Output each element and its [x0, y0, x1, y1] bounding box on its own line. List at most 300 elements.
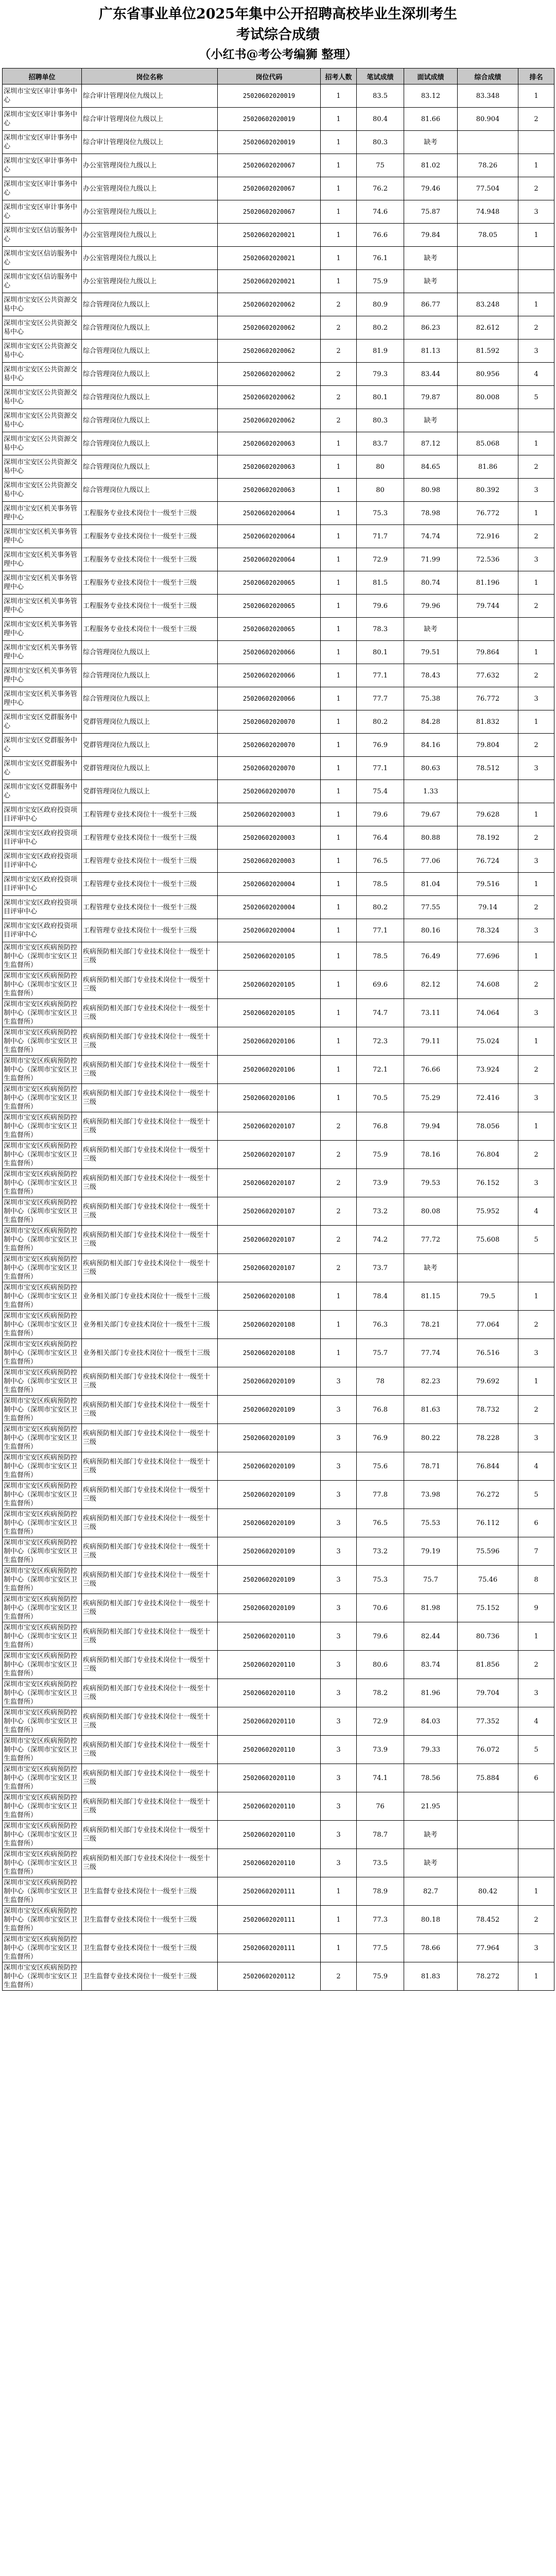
unit-cell: 深圳市宝安区疾病预防控制中心（深圳市宝安区卫生监督所）: [3, 1169, 82, 1197]
rank-cell: 7: [518, 1537, 554, 1566]
written-score-cell: 75: [357, 154, 404, 177]
total-score-cell: 83.248: [458, 293, 518, 316]
code-cell: 25020602020107: [218, 1226, 321, 1254]
position-cell: 业务相关部门专业技术岗位十一级至十三级: [82, 1311, 218, 1339]
interview-score-cell: 81.13: [404, 340, 458, 363]
table-row: [3, 1396, 554, 1424]
quota-cell: 3: [321, 1679, 357, 1707]
unit-cell: 深圳市宝安区疾病预防控制中心（深圳市宝安区卫生监督所）: [3, 1226, 82, 1254]
table-row: [3, 1594, 554, 1622]
page-title-line2: 考试综合成绩: [236, 27, 320, 43]
unit-cell: 深圳市宝安区疾病预防控制中心（深圳市宝安区卫生监督所）: [3, 1084, 82, 1112]
total-score-cell: 79.5: [458, 1282, 518, 1311]
total-score-cell: 76.152: [458, 1169, 518, 1197]
quota-cell: 1: [321, 641, 357, 664]
code-cell: 25020602020110: [218, 1849, 321, 1877]
code-cell: 25020602020067: [218, 200, 321, 224]
total-score-cell: 77.696: [458, 942, 518, 971]
position-cell: 工程管理专业技术岗位十一级至十三级: [82, 873, 218, 896]
rank-cell: 2: [518, 1311, 554, 1339]
interview-score-cell: 80.74: [404, 571, 458, 595]
quota-cell: 2: [321, 409, 357, 432]
rank-cell: 3: [518, 999, 554, 1027]
quota-cell: 2: [321, 293, 357, 316]
written-score-cell: 75.4: [357, 780, 404, 803]
position-cell: 工程服务专业技术岗位十一级至十三级: [82, 571, 218, 595]
total-score-cell: [458, 1821, 518, 1849]
written-score-cell: 80.1: [357, 641, 404, 664]
code-cell: 25020602020003: [218, 850, 321, 873]
rank-cell: 1: [518, 873, 554, 896]
position-cell: 卫生监督专业技术岗位十一级至十三级: [82, 1877, 218, 1906]
code-cell: 25020602020019: [218, 131, 321, 154]
table-row: [3, 1622, 554, 1651]
rank-cell: 2: [518, 1396, 554, 1424]
interview-score-cell: 75.87: [404, 200, 458, 224]
quota-cell: 2: [321, 1141, 357, 1169]
unit-cell: 深圳市宝安区党群服务中心: [3, 734, 82, 757]
code-cell: 25020602020110: [218, 1651, 321, 1679]
rank-cell: 1: [518, 432, 554, 455]
table-row: [3, 1169, 554, 1197]
interview-score-cell: 78.56: [404, 1764, 458, 1792]
interview-score-cell: 缺考: [404, 247, 458, 270]
written-score-cell: 76.8: [357, 1112, 404, 1141]
total-score-cell: 79.864: [458, 641, 518, 664]
quota-cell: 1: [321, 780, 357, 803]
written-score-cell: 77.3: [357, 1906, 404, 1934]
header-quota: 招考人数: [321, 69, 357, 84]
position-cell: 工程服务专业技术岗位十一级至十三级: [82, 502, 218, 525]
written-score-cell: 75.3: [357, 502, 404, 525]
interview-score-cell: 78.16: [404, 1141, 458, 1169]
code-cell: 25020602020070: [218, 757, 321, 780]
rank-cell: 2: [518, 455, 554, 479]
header-unit: 招聘单位: [3, 69, 82, 84]
unit-cell: 深圳市宝安区信访服务中心: [3, 224, 82, 247]
rank-cell: [518, 409, 554, 432]
table-row: [3, 1962, 554, 1991]
table-row: [3, 1792, 554, 1821]
total-score-cell: 75.608: [458, 1226, 518, 1254]
position-cell: 综合管理岗位九级以上: [82, 409, 218, 432]
table-row: [3, 548, 554, 571]
interview-score-cell: 缺考: [404, 1821, 458, 1849]
total-score-cell: 79.744: [458, 595, 518, 618]
interview-score-cell: 83.12: [404, 84, 458, 108]
unit-cell: 深圳市宝安区疾病预防控制中心（深圳市宝安区卫生监督所）: [3, 1509, 82, 1537]
total-score-cell: 78.056: [458, 1112, 518, 1141]
unit-cell: 深圳市宝安区疾病预防控制中心（深圳市宝安区卫生监督所）: [3, 1651, 82, 1679]
code-cell: 25020602020004: [218, 919, 321, 942]
table-row: [3, 84, 554, 108]
total-score-cell: [458, 1254, 518, 1282]
written-score-cell: 80: [357, 479, 404, 502]
quota-cell: 1: [321, 224, 357, 247]
quota-cell: 1: [321, 850, 357, 873]
code-cell: 25020602020066: [218, 641, 321, 664]
written-score-cell: 78.9: [357, 1877, 404, 1906]
written-score-cell: 80.9: [357, 293, 404, 316]
total-score-cell: 77.064: [458, 1311, 518, 1339]
table-row: [3, 850, 554, 873]
written-score-cell: 76.9: [357, 734, 404, 757]
written-score-cell: 73.2: [357, 1537, 404, 1566]
written-score-cell: 71.7: [357, 525, 404, 548]
table-row: [3, 1707, 554, 1736]
unit-cell: 深圳市宝安区审计事务中心: [3, 177, 82, 200]
written-score-cell: 83.7: [357, 432, 404, 455]
code-cell: 25020602020070: [218, 734, 321, 757]
table-row: [3, 502, 554, 525]
unit-cell: 深圳市宝安区疾病预防控制中心（深圳市宝安区卫生监督所）: [3, 971, 82, 999]
quota-cell: 1: [321, 1282, 357, 1311]
table-row: [3, 1027, 554, 1056]
interview-score-cell: 77.55: [404, 896, 458, 919]
unit-cell: 深圳市宝安区政府投资项目评审中心: [3, 803, 82, 826]
quota-cell: 3: [321, 1792, 357, 1821]
unit-cell: 深圳市宝安区公共资源交易中心: [3, 409, 82, 432]
interview-score-cell: 86.77: [404, 293, 458, 316]
table-row: [3, 1452, 554, 1481]
position-cell: 工程管理专业技术岗位十一级至十三级: [82, 919, 218, 942]
written-score-cell: 76.5: [357, 1509, 404, 1537]
code-cell: 25020602020004: [218, 896, 321, 919]
total-score-cell: 75.596: [458, 1537, 518, 1566]
rank-cell: 2: [518, 734, 554, 757]
unit-cell: 深圳市宝安区疾病预防控制中心（深圳市宝安区卫生监督所）: [3, 942, 82, 971]
unit-cell: 深圳市宝安区疾病预防控制中心（深圳市宝安区卫生监督所）: [3, 1821, 82, 1849]
total-score-cell: 79.14: [458, 896, 518, 919]
rank-cell: 2: [518, 525, 554, 548]
written-score-cell: 78.7: [357, 1821, 404, 1849]
written-score-cell: 70.5: [357, 1084, 404, 1112]
code-cell: 25020602020105: [218, 999, 321, 1027]
written-score-cell: 79.6: [357, 595, 404, 618]
unit-cell: 深圳市宝安区疾病预防控制中心（深圳市宝安区卫生监督所）: [3, 1906, 82, 1934]
position-cell: 综合管理岗位九级以上: [82, 363, 218, 386]
written-score-cell: 79.6: [357, 803, 404, 826]
interview-score-cell: 75.7: [404, 1566, 458, 1594]
written-score-cell: 76.5: [357, 850, 404, 873]
total-score-cell: [458, 247, 518, 270]
table-row: [3, 455, 554, 479]
total-score-cell: 73.924: [458, 1056, 518, 1084]
rank-cell: 5: [518, 386, 554, 409]
rank-cell: 1: [518, 293, 554, 316]
interview-score-cell: 82.23: [404, 1367, 458, 1396]
unit-cell: 深圳市宝安区疾病预防控制中心（深圳市宝安区卫生监督所）: [3, 1367, 82, 1396]
table-row: [3, 1141, 554, 1169]
rank-cell: [518, 1821, 554, 1849]
code-cell: 25020602020109: [218, 1481, 321, 1509]
rank-cell: 2: [518, 1056, 554, 1084]
quota-cell: 1: [321, 1339, 357, 1367]
interview-score-cell: 80.08: [404, 1197, 458, 1226]
code-cell: 25020602020110: [218, 1736, 321, 1764]
quota-cell: 2: [321, 386, 357, 409]
unit-cell: 深圳市宝安区政府投资项目评审中心: [3, 896, 82, 919]
rank-cell: 5: [518, 1481, 554, 1509]
quota-cell: 1: [321, 131, 357, 154]
position-cell: 疾病预防相关部门专业技术岗位十一级至十三级: [82, 1594, 218, 1622]
table-row: [3, 664, 554, 687]
interview-score-cell: 74.74: [404, 525, 458, 548]
position-cell: 疾病预防相关部门专业技术岗位十一级至十三级: [82, 1197, 218, 1226]
quota-cell: 3: [321, 1396, 357, 1424]
quota-cell: 3: [321, 1367, 357, 1396]
total-score-cell: [458, 131, 518, 154]
code-cell: 25020602020110: [218, 1679, 321, 1707]
code-cell: 25020602020065: [218, 618, 321, 641]
total-score-cell: 77.632: [458, 664, 518, 687]
rank-cell: 3: [518, 850, 554, 873]
total-score-cell: 75.152: [458, 1594, 518, 1622]
rank-cell: 3: [518, 1169, 554, 1197]
unit-cell: 深圳市宝安区审计事务中心: [3, 108, 82, 131]
written-score-cell: 79.3: [357, 363, 404, 386]
page-subtitle: （小红书@考公考编狮 整理）: [199, 47, 357, 61]
position-cell: 疾病预防相关部门专业技术岗位十一级至十三级: [82, 1169, 218, 1197]
rank-cell: 3: [518, 1084, 554, 1112]
quota-cell: 1: [321, 502, 357, 525]
position-cell: 疾病预防相关部门专业技术岗位十一级至十三级: [82, 942, 218, 971]
rank-cell: 2: [518, 316, 554, 340]
written-score-cell: 76.3: [357, 1311, 404, 1339]
position-cell: 工程服务专业技术岗位十一级至十三级: [82, 548, 218, 571]
table-row: [3, 108, 554, 131]
unit-cell: 深圳市宝安区疾病预防控制中心（深圳市宝安区卫生监督所）: [3, 1481, 82, 1509]
interview-score-cell: 80.22: [404, 1424, 458, 1452]
table-row: [3, 942, 554, 971]
position-cell: 疾病预防相关部门专业技术岗位十一级至十三级: [82, 1396, 218, 1424]
interview-score-cell: 81.02: [404, 154, 458, 177]
position-cell: 综合审计管理岗位九级以上: [82, 108, 218, 131]
table-row: [3, 873, 554, 896]
written-score-cell: 78.4: [357, 1282, 404, 1311]
code-cell: 25020602020067: [218, 154, 321, 177]
written-score-cell: 78: [357, 1367, 404, 1396]
quota-cell: 1: [321, 1027, 357, 1056]
table-row: [3, 1764, 554, 1792]
rank-cell: 3: [518, 687, 554, 710]
position-cell: 党群管理岗位九级以上: [82, 734, 218, 757]
total-score-cell: 75.884: [458, 1764, 518, 1792]
interview-score-cell: 73.11: [404, 999, 458, 1027]
total-score-cell: 80.956: [458, 363, 518, 386]
table-row: [3, 131, 554, 154]
quota-cell: 3: [321, 1424, 357, 1452]
rank-cell: 3: [518, 200, 554, 224]
position-cell: 疾病预防相关部门专业技术岗位十一级至十三级: [82, 1622, 218, 1651]
position-cell: 党群管理岗位九级以上: [82, 780, 218, 803]
written-score-cell: 74.6: [357, 200, 404, 224]
written-score-cell: 75.6: [357, 1452, 404, 1481]
table-row: [3, 1367, 554, 1396]
position-cell: 业务相关部门专业技术岗位十一级至十三级: [82, 1339, 218, 1367]
written-score-cell: 77.1: [357, 757, 404, 780]
quota-cell: 1: [321, 710, 357, 734]
table-row: [3, 999, 554, 1027]
quota-cell: 3: [321, 1622, 357, 1651]
quota-cell: 1: [321, 270, 357, 293]
quota-cell: 3: [321, 1707, 357, 1736]
rank-cell: 4: [518, 363, 554, 386]
unit-cell: 深圳市宝安区疾病预防控制中心（深圳市宝安区卫生监督所）: [3, 1339, 82, 1367]
quota-cell: 1: [321, 734, 357, 757]
interview-score-cell: 79.33: [404, 1736, 458, 1764]
quota-cell: 1: [321, 618, 357, 641]
interview-score-cell: 81.83: [404, 1962, 458, 1991]
unit-cell: 深圳市宝安区疾病预防控制中心（深圳市宝安区卫生监督所）: [3, 1594, 82, 1622]
total-score-cell: 76.804: [458, 1141, 518, 1169]
total-score-cell: [458, 1792, 518, 1821]
unit-cell: 深圳市宝安区疾病预防控制中心（深圳市宝安区卫生监督所）: [3, 1141, 82, 1169]
written-score-cell: 73.5: [357, 1849, 404, 1877]
unit-cell: 深圳市宝安区政府投资项目评审中心: [3, 850, 82, 873]
code-cell: 25020602020067: [218, 177, 321, 200]
unit-cell: 深圳市宝安区公共资源交易中心: [3, 316, 82, 340]
total-score-cell: 81.832: [458, 710, 518, 734]
unit-cell: 深圳市宝安区信访服务中心: [3, 247, 82, 270]
code-cell: 25020602020019: [218, 84, 321, 108]
written-score-cell: 78.5: [357, 873, 404, 896]
code-cell: 25020602020111: [218, 1934, 321, 1962]
written-score-cell: 74.7: [357, 999, 404, 1027]
position-cell: 工程管理专业技术岗位十一级至十三级: [82, 896, 218, 919]
rank-cell: 4: [518, 1197, 554, 1226]
table-row: [3, 1849, 554, 1877]
total-score-cell: 80.008: [458, 386, 518, 409]
table-row: [3, 1339, 554, 1367]
rank-cell: [518, 1254, 554, 1282]
rank-cell: 4: [518, 1707, 554, 1736]
quota-cell: 3: [321, 1651, 357, 1679]
interview-score-cell: 84.28: [404, 710, 458, 734]
table-header-row: [3, 69, 554, 84]
table-row: [3, 1481, 554, 1509]
table-row: [3, 757, 554, 780]
unit-cell: 深圳市宝安区党群服务中心: [3, 757, 82, 780]
written-score-cell: 70.6: [357, 1594, 404, 1622]
written-score-cell: 76.9: [357, 1424, 404, 1452]
position-cell: 综合管理岗位九级以上: [82, 455, 218, 479]
position-cell: 办公室管理岗位九级以上: [82, 154, 218, 177]
rank-cell: [518, 131, 554, 154]
unit-cell: 深圳市宝安区疾病预防控制中心（深圳市宝安区卫生监督所）: [3, 1027, 82, 1056]
table-row: [3, 1226, 554, 1254]
written-score-cell: 76.8: [357, 1396, 404, 1424]
written-score-cell: 79.6: [357, 1622, 404, 1651]
code-cell: 25020602020106: [218, 1056, 321, 1084]
position-cell: 卫生监督专业技术岗位十一级至十三级: [82, 1934, 218, 1962]
interview-score-cell: 76.66: [404, 1056, 458, 1084]
interview-score-cell: 79.11: [404, 1027, 458, 1056]
position-cell: 疾病预防相关部门专业技术岗位十一级至十三级: [82, 1509, 218, 1537]
unit-cell: 深圳市宝安区疾病预防控制中心（深圳市宝安区卫生监督所）: [3, 1254, 82, 1282]
total-score-cell: 85.068: [458, 432, 518, 455]
rank-cell: 1: [518, 803, 554, 826]
total-score-cell: 72.416: [458, 1084, 518, 1112]
table-row: [3, 316, 554, 340]
interview-score-cell: 80.16: [404, 919, 458, 942]
table-row: [3, 479, 554, 502]
position-cell: 综合管理岗位九级以上: [82, 316, 218, 340]
position-cell: 疾病预防相关部门专业技术岗位十一级至十三级: [82, 1792, 218, 1821]
unit-cell: 深圳市宝安区疾病预防控制中心（深圳市宝安区卫生监督所）: [3, 1056, 82, 1084]
position-cell: 办公室管理岗位九级以上: [82, 270, 218, 293]
quota-cell: 1: [321, 1084, 357, 1112]
code-cell: 25020602020111: [218, 1877, 321, 1906]
table-row: [3, 780, 554, 803]
quota-cell: 3: [321, 1594, 357, 1622]
unit-cell: 深圳市宝安区政府投资项目评审中心: [3, 826, 82, 850]
rank-cell: 3: [518, 340, 554, 363]
interview-score-cell: 1.33: [404, 780, 458, 803]
rank-cell: 6: [518, 1764, 554, 1792]
interview-score-cell: 81.15: [404, 1282, 458, 1311]
table-row: [3, 1311, 554, 1339]
total-score-cell: 76.516: [458, 1339, 518, 1367]
rank-cell: 1: [518, 641, 554, 664]
total-score-cell: 74.608: [458, 971, 518, 999]
position-cell: 综合管理岗位九级以上: [82, 479, 218, 502]
unit-cell: 深圳市宝安区疾病预防控制中心（深圳市宝安区卫生监督所）: [3, 1197, 82, 1226]
code-cell: 25020602020109: [218, 1452, 321, 1481]
rank-cell: 1: [518, 571, 554, 595]
header-written-score: 笔试成绩: [357, 69, 404, 84]
interview-score-cell: 80.18: [404, 1906, 458, 1934]
header-total-score: 综合成绩: [458, 69, 518, 84]
unit-cell: 深圳市宝安区审计事务中心: [3, 131, 82, 154]
written-score-cell: 77.5: [357, 1934, 404, 1962]
written-score-cell: 74.1: [357, 1764, 404, 1792]
position-cell: 工程服务专业技术岗位十一级至十三级: [82, 525, 218, 548]
quota-cell: 1: [321, 247, 357, 270]
table-row: [3, 1112, 554, 1141]
table-row: [3, 1821, 554, 1849]
unit-cell: 深圳市宝安区疾病预防控制中心（深圳市宝安区卫生监督所）: [3, 999, 82, 1027]
quota-cell: 2: [321, 1226, 357, 1254]
rank-cell: 3: [518, 757, 554, 780]
interview-score-cell: 21.95: [404, 1792, 458, 1821]
table-row: [3, 826, 554, 850]
rank-cell: 1: [518, 224, 554, 247]
quota-cell: 1: [321, 200, 357, 224]
written-score-cell: 69.6: [357, 971, 404, 999]
unit-cell: 深圳市宝安区疾病预防控制中心（深圳市宝安区卫生监督所）: [3, 1736, 82, 1764]
total-score-cell: 79.704: [458, 1679, 518, 1707]
header-interview-score: 面试成绩: [404, 69, 458, 84]
position-cell: 综合审计管理岗位九级以上: [82, 131, 218, 154]
position-cell: 综合管理岗位九级以上: [82, 641, 218, 664]
position-cell: 疾病预防相关部门专业技术岗位十一级至十三级: [82, 1254, 218, 1282]
written-score-cell: 76.1: [357, 247, 404, 270]
quota-cell: 1: [321, 479, 357, 502]
total-score-cell: 79.804: [458, 734, 518, 757]
rank-cell: 1: [518, 502, 554, 525]
rank-cell: 3: [518, 1934, 554, 1962]
unit-cell: 深圳市宝安区信访服务中心: [3, 270, 82, 293]
rank-cell: 1: [518, 154, 554, 177]
unit-cell: 深圳市宝安区审计事务中心: [3, 154, 82, 177]
total-score-cell: 80.736: [458, 1622, 518, 1651]
rank-cell: 5: [518, 1736, 554, 1764]
interview-score-cell: 77.72: [404, 1226, 458, 1254]
quota-cell: 1: [321, 942, 357, 971]
total-score-cell: 79.516: [458, 873, 518, 896]
quota-cell: 1: [321, 595, 357, 618]
